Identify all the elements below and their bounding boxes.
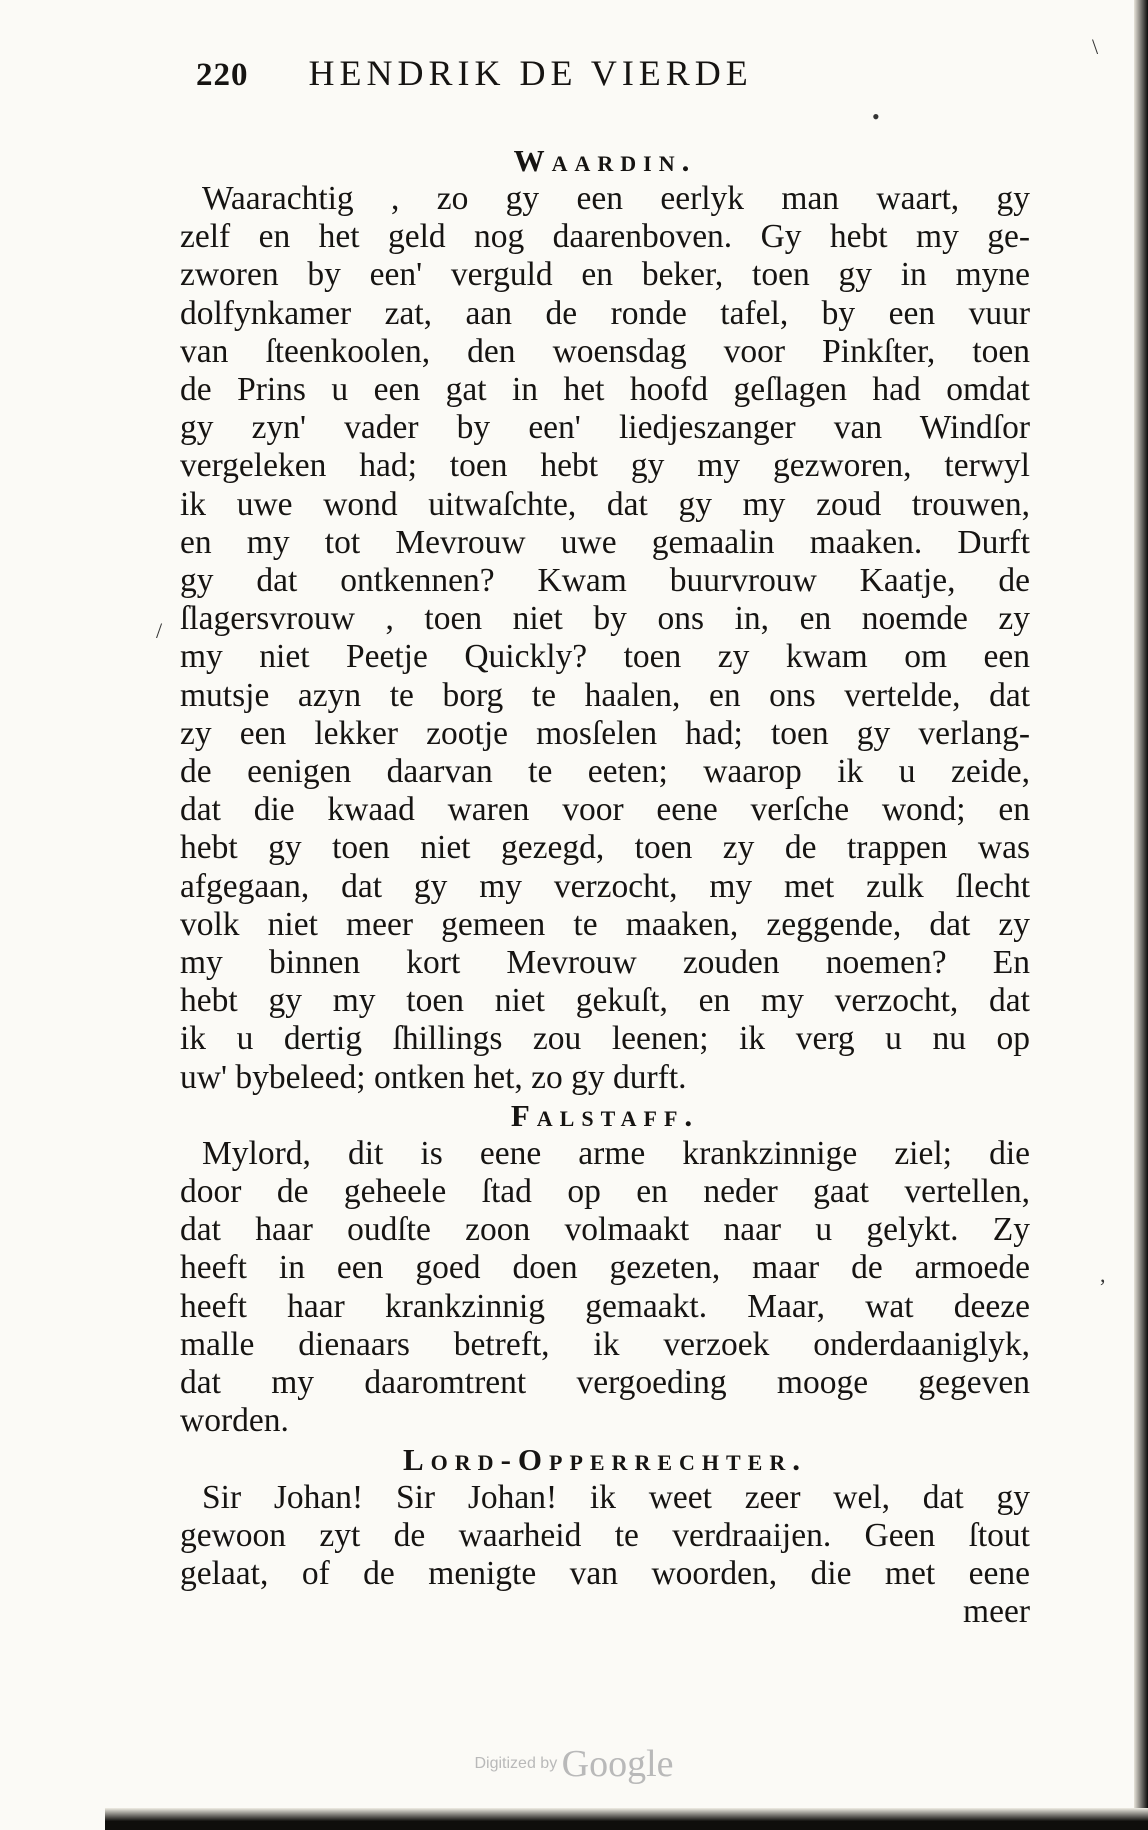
text-line: worden. [180, 1402, 289, 1440]
text-line: uw' bybeleed; ontken het, zo gy durft. [180, 1058, 687, 1096]
page-number: 220 [196, 57, 249, 93]
text-line: gy dat ontkennen? Kwam buurvrouw Kaatje, de [180, 562, 1030, 600]
google-wordmark: Google [561, 1743, 674, 1785]
text-line: en my tot Mevrouw uwe gemaalin maaken. Durft [180, 523, 1030, 561]
page-header [196, 52, 916, 100]
text-line: de eenigen daarvan te eeten; waarop ik u zeide, [180, 753, 1030, 791]
text-line: dat my daaromtrent vergoeding mooge gegeven [180, 1364, 1030, 1402]
running-title: HENDRIK DE VIERDE [308, 53, 753, 93]
text-line: gelaat, of de menigte van woorden, die met eene [180, 1554, 1030, 1592]
text-line: de Prins u een gat in het hoofd geſlagen had omdat [180, 371, 1030, 409]
speaker-heading-falstaff: Falstaff. [510, 1097, 700, 1133]
text-line: hebt gy my toen niet gekuſt, en my verzocht, dat [180, 982, 1030, 1020]
speech-lord-opperrechter [180, 1479, 1030, 1632]
text-line: heeft haar krankzinnig gemaakt. Maar, wat deeze [180, 1287, 1030, 1325]
text-line: vergeleken had; toen hebt gy my gezworen, terwyl [180, 447, 1030, 485]
text-line: ik u dertig ſhillings zou leenen; ik verg u nu op [180, 1020, 1030, 1058]
catchword: meer [963, 1593, 1030, 1631]
text-line: heeft in een goed doen gezeten, maar de armoede [180, 1249, 1030, 1287]
text-line: mutsje azyn te borg te haalen, en ons vertelde, dat [180, 676, 1030, 714]
speech-falstaff [180, 1135, 1030, 1441]
text-line: dolfynkamer zat, aan de ronde tafel, by een vuur [180, 294, 1030, 332]
text-line: Waarachtig , zo gy een eerlyk man waart, gy [202, 180, 1030, 217]
text-line: afgegaan, dat gy my verzocht, my met zulk ſlecht [180, 867, 1030, 905]
text-line: ſlagersvrouw , toen niet by ons in, en noemde zy [180, 600, 1030, 638]
text-line: volk niet meer gemeen te maaken, zeggende, dat zy [180, 905, 1030, 943]
margin-speck: / [156, 618, 163, 643]
text-line: zworen by een' verguld en beker, toen gy in myne [180, 256, 1030, 294]
speaker-heading-waardin: Waardin. [513, 143, 697, 178]
speech-waardin [180, 180, 1030, 1097]
text-line: zelf en het geld nog daarenboven. Gy hebt my ge- [180, 218, 1030, 256]
digitized-by-label: Digitized by [474, 1755, 558, 1772]
text-line: Sir Johan! Sir Johan! ik weet zeer wel, dat gy [202, 1478, 1030, 1516]
text-line: ik uwe wond uitwaſchte, dat gy my zoud trouwen, [180, 485, 1030, 523]
margin-speck: \ [1092, 34, 1099, 59]
text-line: hebt gy toen niet gezegd, toen zy de trappen was [180, 829, 1030, 867]
text-line: door de geheele ſtad op en neder gaat vertellen, [180, 1173, 1030, 1211]
text-line: dat haar oudſte zoon volmaakt naar u gelykt. Zy [180, 1211, 1030, 1249]
text-line: zy een lekker zootje mosſelen had; toen gy verlang- [180, 714, 1030, 752]
text-line: my binnen kort Mevrouw zouden noemen? En [180, 944, 1030, 982]
margin-speck: • [872, 104, 880, 129]
page-bottom-shadow [105, 1808, 1148, 1830]
text-line: my niet Peetje Quickly? toen zy kwam om een [180, 638, 1030, 676]
text-line: gy zyn' vader by een' liedjeszanger van Windſor [180, 409, 1030, 447]
margin-speck: , [1100, 1262, 1106, 1287]
text-line: gewoon zyt de waarheid te verdraaijen. Geen ſtout [180, 1516, 1030, 1554]
page-edge-shadow [1134, 0, 1148, 1830]
text-line: dat die kwaad waren voor eene verſche wond; en [180, 791, 1030, 829]
text-line: malle dienaars betreft, ik verzoek onderdaaniglyk, [180, 1325, 1030, 1363]
text-line: van ſteenkoolen, den woensdag voor Pinkſter, toen [180, 332, 1030, 370]
speaker-heading-lord-opperrechter: Lord-Opperrechter. [403, 1441, 807, 1477]
digitization-watermark [0, 1742, 1148, 1786]
text-line: Mylord, dit is eene arme krankzinnige ziel; die [202, 1134, 1030, 1172]
dialogue-text [180, 142, 1030, 1631]
